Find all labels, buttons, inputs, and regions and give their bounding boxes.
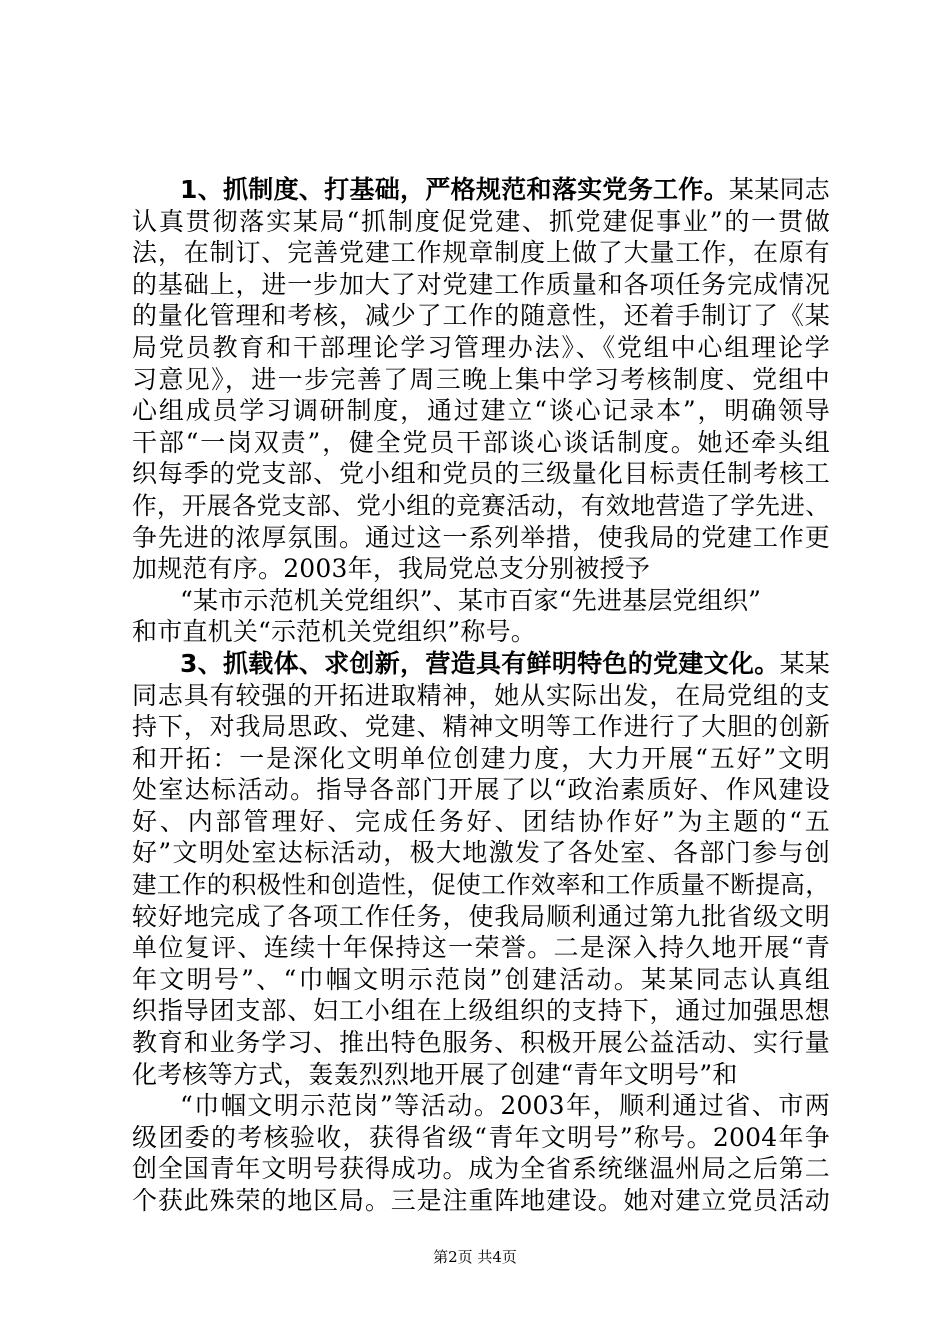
text-line <box>132 522 830 554</box>
text-line <box>132 1027 830 1059</box>
line-text: 化考核等方式，轰轰烈烈地开展了创建“青年文明号”和 <box>132 1059 738 1089</box>
text-line <box>132 743 830 775</box>
line-text: 同志具有较强的开拓进取精神，她从实际出发，在局党组的支 <box>132 680 830 710</box>
text-line <box>132 1153 830 1185</box>
text-line <box>132 648 830 680</box>
text-line <box>132 680 830 712</box>
text-line <box>132 458 830 490</box>
text-line <box>132 206 830 238</box>
line-text: 创全国青年文明号获得成功。成为全省系统继温州局之后第二 <box>132 1154 830 1184</box>
section-heading: 1、抓制度、打基础，严格规范和落实党务工作。 <box>180 175 729 204</box>
text-line <box>132 901 830 933</box>
line-text: 持下，对我局思政、党建、精神文明等工作进行了大胆的创新 <box>132 712 830 742</box>
text-line <box>132 427 830 459</box>
line-text: 教育和业务学习、推出特色服务、积极开展公益活动、实行量 <box>132 1028 830 1058</box>
text-line <box>132 1059 830 1091</box>
line-text: 个获此殊荣的地区局。三是注重阵地建设。她对建立党员活动 <box>132 1186 830 1215</box>
line-text: 织每季的党支部、党小组和党员的三级量化目标责任制考核工 <box>132 459 830 489</box>
line-text: 级团委的考核验收，获得省级“青年文明号”称号。2004年争 <box>132 1122 830 1152</box>
line-text: 和开拓：一是深化文明单位创建力度，大力开展“五好”文明 <box>132 743 830 773</box>
text-line <box>132 964 830 996</box>
text-line <box>132 395 830 427</box>
line-text: 法，在制订、完善党建工作规章制度上做了大量工作，在原有 <box>132 238 830 268</box>
text-line <box>132 174 830 206</box>
line-text: 较好地完成了各项工作任务，使我局顺利通过第九批省级文明 <box>132 901 830 931</box>
line-text: 单位复评、连续十年保持这一荣誉。二是深入持久地开展“青 <box>132 933 830 963</box>
line-text: 认真贯彻落实某局“抓制度促党建、抓党建促事业”的一贯做 <box>132 206 830 236</box>
line-text: 某某同志 <box>728 175 830 204</box>
text-line <box>132 711 830 743</box>
text-line <box>132 1122 830 1154</box>
line-text: 处室达标活动。指导各部门开展了以“政治素质好、作风建设 <box>132 775 830 805</box>
line-text: 争先进的浓厚氛围。通过这一系列举措，使我局的党建工作更 <box>132 522 830 552</box>
line-text: 好”文明处室达标活动，极大地激发了各处室、各部门参与创 <box>132 838 830 868</box>
text-line <box>132 774 830 806</box>
section-heading: 3、抓载体、求创新，营造具有鲜明特色的党建文化。 <box>180 648 780 678</box>
line-text: 某某 <box>779 648 830 678</box>
text-line <box>132 585 830 617</box>
line-text: 习意见》，进一步完善了周三晚上集中学习考核制度、党组中 <box>132 364 830 394</box>
text-line <box>132 364 830 396</box>
line-text: 好、内部管理好、完成任务好、团结协作好”为主题的“五 <box>132 806 830 836</box>
line-text: 的基础上，进一步加大了对党建工作质量和各项任务完成情况 <box>132 269 830 299</box>
line-text: 建工作的积极性和创造性，促使工作效率和工作质量不断提高， <box>132 870 830 900</box>
text-line <box>132 269 830 301</box>
text-line <box>132 806 830 838</box>
text-line <box>132 1090 830 1122</box>
line-text: 心组成员学习调研制度，通过建立“谈心记录本”，明确领导 <box>132 396 830 426</box>
line-text: 织指导团支部、妇工小组在上级组织的支持下，通过加强思想 <box>132 996 830 1026</box>
line-text: “某市示范机关党组织”、某市百家“先进基层党组织” <box>180 585 762 615</box>
text-line <box>132 995 830 1027</box>
line-text: 年文明号”、“巾帼文明示范岗”创建活动。某某同志认真组 <box>132 964 830 994</box>
line-text: 作，开展各党支部、党小组的竞赛活动，有效地营造了学先进、 <box>132 490 830 520</box>
line-text: 干部“一岗双责”，健全党员干部谈心谈话制度。她还牵头组 <box>132 427 830 457</box>
page-footer: 第2页 共4页 <box>433 1248 517 1266</box>
text-line <box>132 490 830 522</box>
text-line <box>132 869 830 901</box>
text-line <box>132 837 830 869</box>
text-line <box>132 553 830 585</box>
text-line <box>132 300 830 332</box>
text-line <box>132 332 830 364</box>
text-line <box>132 616 830 648</box>
text-line <box>132 237 830 269</box>
line-text: 局党员教育和干部理论学习管理办法》、《党组中心组理论学 <box>132 332 830 362</box>
line-text: “巾帼文明示范岗”等活动。2003年，顺利通过省、市两 <box>180 1091 830 1121</box>
line-text: 的量化管理和考核，减少了工作的随意性，还着手制订了《某 <box>132 301 830 331</box>
text-line <box>132 1185 830 1217</box>
document-body <box>132 174 830 1217</box>
text-line <box>132 932 830 964</box>
line-text: 和市直机关“示范机关党组织”称号。 <box>132 617 536 647</box>
line-text: 加规范有序。2003年，我局党总支分别被授予 <box>132 554 651 584</box>
